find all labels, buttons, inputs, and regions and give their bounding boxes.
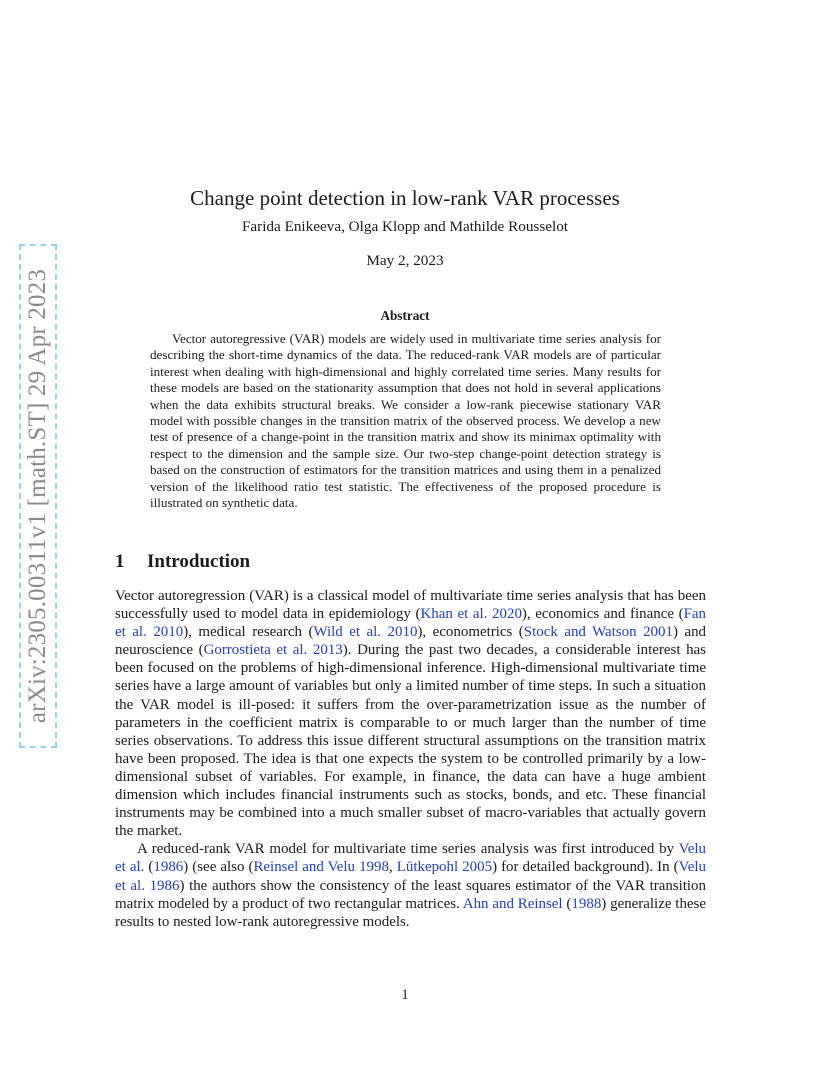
- citation-link[interactable]: Khan et al. 2020: [420, 606, 522, 623]
- date: May 2, 2023: [366, 252, 444, 269]
- citation-link[interactable]: 1988: [571, 895, 602, 912]
- citation-link[interactable]: Lütkepohl 2005: [396, 859, 493, 876]
- text-run: ,: [388, 859, 397, 876]
- citation-link[interactable]: Velu et al. 1986: [115, 859, 706, 894]
- citation-link[interactable]: 1986: [153, 859, 184, 876]
- text-run: Vector autoregression (VAR) is a classical model of multivariate time series analysis that has been successfully used to model data in epidemiology (: [115, 588, 706, 623]
- paper-title: Change point detection in low-rank VAR processes: [190, 186, 620, 211]
- text-run: ) the authors show the consistency of the least squares estimator of the VAR transition matrix modeled by a product of two rectangular matrices.: [115, 877, 706, 912]
- abstract-heading: Abstract: [380, 308, 430, 323]
- text-run: (: [562, 895, 572, 912]
- arxiv-stamp: [19, 244, 57, 748]
- text-run: ) (see also (: [183, 859, 254, 876]
- section-title: Introduction: [147, 551, 251, 572]
- citation-link[interactable]: Gorrostieta et al. 2013: [203, 642, 343, 659]
- paragraph: [115, 840, 706, 930]
- citation-link[interactable]: Stock and Watson 2001: [523, 624, 673, 641]
- citation-link[interactable]: Ahn and Reinsel: [462, 895, 563, 912]
- text-run: ), medical research (: [183, 624, 314, 641]
- text-run: ), economics and finance (: [521, 606, 684, 623]
- text-run: ) for detailed background). In (: [492, 859, 679, 876]
- text-run: A reduced-rank VAR model for multivariate time series analysis was first introduced by: [137, 841, 679, 858]
- section-number: 1: [115, 551, 125, 572]
- citation-link[interactable]: Velu et al.: [115, 841, 706, 876]
- citation-link[interactable]: Fan et al. 2010: [115, 606, 706, 641]
- arxiv-stamp-text: arXiv:2305.00311v1 [math.ST] 29 Apr 2023: [24, 268, 52, 724]
- section-heading: [115, 551, 250, 573]
- text-run: ), econometrics (: [417, 624, 524, 641]
- text-run: ). During the past two decades, a considerable interest has been focused on the problems of high-dimensional inference. High-dimensional multivariate time series have a large amount of variables but only a limited number of time steps. In such a situation the VAR model is ill-posed: it suffers from the over-parametrization issue as the number of parameters in the coefficient matrix is comparable to or much larger than the number of time series observations. To address this issue different structural assumptions on the transition matrix have been proposed. The idea is that one expects the system to be controlled primarily by a low-dimensional subset of variables. For example, in finance, the data can have a huge ambient dimension which includes financial instruments such as stocks, bonds, and etc. These financial instruments may be combined into a much smaller subset of macro-variables that actually govern the market.: [115, 642, 707, 840]
- abstract-text: Vector autoregressive (VAR) models are widely used in multivariate time series analysis for describing the short-time dynamics of the data. The reduced-rank VAR models are of particular interest when dealing with high-dimensional and highly correlated time series. Many results for these models are based on the stationarity assumption that does not hold in several applications when the data exhibits structural breaks. We consider a low-rank piecewise stationary VAR model with possible changes in the transition matrix of the observed process. We develop a new test of presence of a change-point in the transition matrix and show its minimax optimality with respect to the dimension and the sample size. Our two-step change-point detection strategy is based on the construction of estimators for the transition matrices and using them in a penalized version of the likelihood ratio test statistic. The effectiveness of the proposed procedure is illustrated on synthetic data.: [150, 331, 661, 511]
- citation-link[interactable]: Reinsel and Velu 1998: [253, 859, 389, 876]
- text-run: ) and neuroscience (: [115, 624, 707, 659]
- page-number: 1: [401, 987, 409, 1003]
- body-text: [115, 587, 706, 931]
- paragraph: [115, 587, 706, 840]
- authors: Farida Enikeeva, Olga Klopp and Mathilde Rousselot: [241, 218, 569, 235]
- text-run: ) generalize these results to nested low-rank autoregressive models.: [115, 895, 707, 930]
- citation-link[interactable]: Wild et al. 2010: [313, 624, 418, 641]
- text-run: (: [144, 859, 154, 876]
